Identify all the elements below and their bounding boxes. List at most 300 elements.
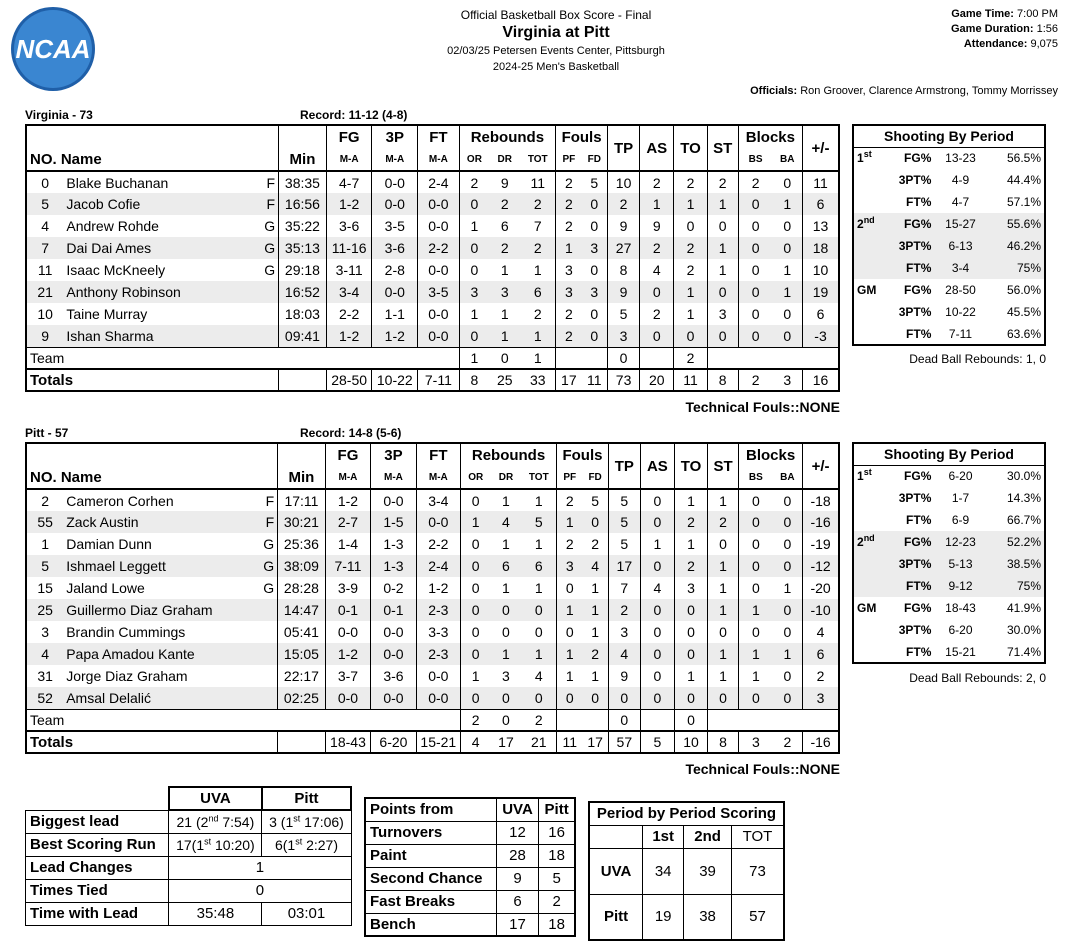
stat-or: 0 (460, 489, 490, 511)
stat-st: 0 (708, 621, 739, 643)
player-position (260, 599, 278, 621)
stat-fg: 3-11 (326, 259, 372, 281)
shooting-made-attempted: 15-27 (934, 213, 986, 235)
stat-st: 1 (708, 577, 739, 599)
shooting-pct: 14.3% (1006, 491, 1041, 505)
stat-tot: 1 (520, 325, 555, 347)
stat-to: 3 (674, 577, 707, 599)
stat-tot: 1 (534, 536, 543, 552)
total-pm: 16 (803, 369, 839, 391)
stat-bs: 1 (739, 665, 773, 687)
player-position (260, 665, 278, 687)
col-rebounds: Rebounds (460, 443, 556, 467)
shooting-title: Shooting By Period (853, 443, 1045, 465)
shooting-period (853, 553, 879, 575)
total-fd: 11 (582, 369, 608, 391)
team-row (26, 709, 839, 731)
shooting-row (853, 257, 1045, 279)
ncaa-logo (8, 6, 98, 92)
stat-pm: 18 (803, 237, 839, 259)
stat-bs: 0 (739, 621, 773, 643)
player-name: Jacob Cofie (63, 193, 260, 215)
shooting-made-attempted: 10-22 (945, 305, 976, 319)
stat-p3: 3-6 (372, 237, 418, 259)
player-number: 0 (41, 174, 50, 191)
col-no-name: NO. Name (30, 469, 102, 486)
stat-to: 1 (674, 193, 707, 215)
box-score-table (25, 124, 840, 392)
col-as: AS (640, 443, 674, 489)
stat-fd: 1 (591, 580, 600, 596)
stat-fg: 3-4 (326, 281, 372, 303)
shooting-stat: FG% (904, 601, 932, 615)
total-as: 5 (640, 731, 674, 753)
total-bs: 2 (738, 369, 772, 391)
stat-bs: 0 (738, 237, 772, 259)
stat-st: 1 (708, 555, 739, 577)
player-minutes: 35:13 (279, 237, 327, 259)
period-p1: 19 (643, 894, 684, 940)
stat-to: 0 (674, 325, 707, 347)
total-or: 8 (459, 369, 489, 391)
col-fg-ma: M-A (325, 467, 370, 489)
stat-tot: 1 (534, 492, 543, 509)
stat-dr: 0 (502, 624, 510, 640)
stat-or: 0 (459, 193, 489, 215)
stat-or: 1 (459, 303, 489, 325)
stat-ba: 0 (783, 306, 792, 322)
shooting-period (853, 619, 879, 641)
stat-as: 2 (640, 237, 674, 259)
shooting-stat: 3PT% (898, 173, 932, 187)
stat-as: 2 (640, 171, 674, 193)
stat-tot: 11 (530, 174, 545, 191)
col-ba: BA (780, 154, 795, 165)
team-to: 2 (674, 347, 707, 369)
team-record: Record: 11-12 (4-8) (300, 108, 408, 122)
shooting-stat: 3PT% (898, 623, 932, 637)
stat-or: 1 (460, 665, 490, 687)
team-tp: 0 (608, 347, 640, 369)
technical-fouls-label: Technical Fouls: (685, 761, 795, 777)
stat-tp: 5 (608, 533, 640, 555)
col-min: Min (279, 149, 327, 171)
stat-to: 1 (674, 665, 707, 687)
stat-or: 2 (459, 171, 489, 193)
stat-fd: 5 (590, 174, 599, 191)
points-from-table (364, 797, 576, 937)
col-ft-ma: M-A (418, 149, 460, 171)
stat-tot: 1 (533, 262, 542, 278)
stat-p3: 2-8 (372, 259, 418, 281)
points-from-pitt: 18 (539, 913, 575, 936)
player-number: 3 (41, 624, 49, 640)
shooting-stat: FG% (904, 283, 932, 297)
stat-bs: 0 (738, 193, 772, 215)
points-from-uva: 28 (496, 844, 539, 867)
player-minutes: 22:17 (278, 665, 326, 687)
stat-to: 1 (674, 533, 707, 555)
shooting-period (853, 257, 879, 279)
player-row (26, 643, 839, 665)
shooting-made-attempted: 18-43 (945, 601, 976, 615)
player-position: G (261, 237, 279, 259)
stat-fd: 0 (582, 511, 608, 533)
stat-pf: 2 (557, 533, 583, 555)
stat-tot: 4 (534, 668, 543, 684)
col-bs: BS (739, 467, 773, 489)
technical-fouls (25, 399, 840, 415)
stat-ba: 0 (783, 492, 792, 509)
stat-fg: 7-11 (325, 555, 370, 577)
total-to: 10 (674, 731, 707, 753)
player-row (26, 215, 839, 237)
stat-st: 1 (707, 259, 738, 281)
player-row (26, 489, 839, 511)
col-3p: 3P (371, 443, 416, 467)
total-pm: -16 (803, 731, 839, 753)
team-to: 0 (674, 709, 707, 731)
stat-ft: 1-2 (416, 577, 460, 599)
totals-label: Totals (26, 369, 279, 391)
shooting-row (853, 169, 1045, 191)
col-to: TO (674, 125, 707, 171)
points-from-row (365, 913, 575, 936)
stat-tp: 17 (608, 555, 640, 577)
stat-p3: 1-5 (371, 511, 416, 533)
stat-fd: 0 (590, 306, 599, 322)
stat-pm: 4 (803, 621, 839, 643)
stat-st: 0 (707, 325, 738, 347)
attendance: 9,075 (1030, 38, 1058, 50)
stat-tot: 5 (521, 511, 556, 533)
stat-st: 1 (707, 237, 738, 259)
stat-p3: 1-3 (371, 555, 416, 577)
shooting-made-attempted: 9-12 (934, 575, 986, 597)
stat-to: 2 (674, 555, 707, 577)
shooting-made-attempted: 6-13 (934, 235, 986, 257)
stat-ba: 1 (773, 643, 803, 665)
points-from-pitt: 18 (539, 844, 575, 867)
stat-dr: 3 (502, 668, 510, 684)
team-label: Team (26, 709, 278, 731)
col-fg: FG (326, 125, 372, 149)
player-minutes: 38:35 (279, 171, 327, 193)
shooting-row (853, 597, 1045, 619)
shooting-stat: FT% (906, 513, 932, 527)
stat-pf: 1 (556, 237, 582, 259)
player-name: Damian Dunn (66, 536, 152, 552)
stat-as: 0 (640, 511, 674, 533)
points-from-label: Fast Breaks (365, 890, 496, 913)
shooting-row (853, 279, 1045, 301)
shooting-stat: FG% (904, 151, 932, 166)
stat-dr: 3 (489, 281, 520, 303)
shooting-by-period-table (852, 442, 1046, 664)
shooting-by-period-table (852, 124, 1046, 346)
player-row (26, 259, 839, 281)
shooting-pct: 45.5% (1006, 305, 1041, 319)
player-minutes: 09:41 (279, 325, 327, 347)
total-fd: 17 (582, 731, 608, 753)
shooting-period: GM (857, 283, 877, 297)
stat-bs: 0 (739, 555, 773, 577)
period-tot: 57 (731, 894, 784, 940)
shooting-stat: 3PT% (879, 553, 934, 575)
shooting-period (853, 169, 879, 191)
stat-fg: 2-2 (326, 303, 372, 325)
stat-ba: 0 (773, 599, 803, 621)
stat-bs: 1 (739, 643, 773, 665)
stat-bs: 0 (738, 325, 772, 347)
stat-p3: 3-5 (372, 215, 418, 237)
player-row (26, 687, 839, 709)
stat-st: 1 (708, 643, 739, 665)
stat-tp: 9 (608, 215, 640, 237)
stat-ba: 0 (773, 511, 803, 533)
points-from-row (365, 821, 575, 844)
summary-row-times-tied: Times Tied 0 (26, 879, 352, 902)
dead-ball-rebounds: Dead Ball Rebounds: 1, 0 (909, 352, 1046, 366)
stat-bs: 2 (738, 171, 772, 193)
stat-pm: -16 (803, 511, 839, 533)
total-tp: 57 (608, 731, 640, 753)
team-row (26, 347, 839, 369)
player-position: G (260, 555, 278, 577)
stat-fd: 2 (582, 643, 608, 665)
shooting-stat: FG% (904, 469, 932, 484)
total-fg: 28-50 (326, 369, 372, 391)
stat-to: 0 (674, 621, 707, 643)
stat-ba: 0 (783, 536, 792, 552)
stat-st: 2 (707, 171, 738, 193)
stat-as: 2 (640, 303, 674, 325)
total-bs: 3 (739, 731, 773, 753)
total-p3: 6-20 (371, 731, 416, 753)
stat-fd: 0 (582, 687, 608, 709)
totals-row (26, 731, 839, 753)
stat-tp: 4 (608, 643, 640, 665)
stat-ba: 1 (783, 580, 792, 596)
shooting-period: 1st (857, 467, 872, 484)
stat-ft: 2-4 (416, 555, 460, 577)
stat-fd: 2 (591, 536, 600, 552)
shooting-stat: FG% (879, 531, 934, 553)
stat-dr: 2 (489, 193, 520, 215)
technical-fouls-value: :NONE (794, 399, 840, 415)
stat-or: 0 (460, 533, 490, 555)
player-number: 4 (41, 218, 50, 234)
stat-pf: 3 (556, 281, 582, 303)
player-name: Ishan Sharma (63, 325, 260, 347)
points-from-pitt: 5 (539, 867, 575, 890)
stat-or: 0 (460, 687, 490, 709)
shooting-made-attempted: 6-9 (951, 513, 970, 527)
stat-st: 1 (708, 665, 739, 687)
stat-bs: 0 (738, 303, 772, 325)
season: 2024-25 Men's Basketball (492, 61, 620, 73)
shooting-stat: FT% (906, 195, 932, 209)
stat-fg: 0-1 (325, 599, 370, 621)
stat-as: 0 (640, 665, 674, 687)
stat-ft: 3-4 (416, 489, 460, 511)
col-fouls: Fouls (557, 443, 609, 467)
total-tot: 21 (521, 731, 556, 753)
total-to: 11 (674, 369, 707, 391)
col-fg: FG (325, 443, 370, 467)
shooting-made-attempted: 13-23 (945, 151, 976, 166)
points-from-title: Points from (365, 798, 496, 821)
stat-tp: 2 (608, 599, 640, 621)
stat-pf: 1 (557, 511, 583, 533)
player-name: Amsal Delalić (63, 687, 259, 709)
player-position (260, 643, 278, 665)
svg-text:NCAA: NCAA (15, 34, 91, 64)
player-number: 10 (37, 306, 53, 322)
player-name: Brandin Cummings (66, 624, 186, 640)
shooting-row (853, 531, 1045, 553)
shooting-row (853, 619, 1045, 641)
stat-dr: 4 (490, 511, 521, 533)
stat-tot: 0 (521, 687, 556, 709)
shooting-made-attempted: 6-20 (948, 623, 973, 637)
player-row (26, 281, 839, 303)
duration-label: Game Duration: (951, 23, 1034, 35)
shooting-stat: FG% (879, 213, 934, 235)
player-minutes: 28:28 (278, 577, 326, 599)
summary-row-biggest-lead: Biggest lead 21 (2nd 7:54) 3 (1st 17:06) (26, 810, 352, 833)
stat-pf: 0 (557, 621, 583, 643)
player-minutes: 38:09 (278, 555, 326, 577)
player-name: Dai Dai Ames (63, 237, 260, 259)
stat-or: 0 (459, 237, 489, 259)
stat-st: 0 (707, 215, 738, 237)
shooting-period (853, 575, 879, 597)
col-dr: DR (497, 154, 512, 165)
player-name: Cameron Corhen (66, 492, 174, 509)
team-title: Pitt - 57 (25, 426, 69, 440)
period-p1: 34 (643, 848, 684, 894)
summary-pitt-header: Pitt (262, 787, 351, 810)
stat-p3: 0-2 (371, 577, 416, 599)
stat-as: 0 (640, 281, 674, 303)
shooting-made-attempted: 5-13 (934, 553, 986, 575)
summary-uva-header: UVA (169, 787, 262, 810)
player-position (261, 281, 279, 303)
player-number: 5 (26, 555, 63, 577)
col-ft-ma: M-A (416, 467, 460, 489)
stat-to: 2 (674, 237, 707, 259)
col-reb-tot: TOT (528, 472, 549, 483)
stat-or: 0 (460, 643, 490, 665)
stat-tp: 9 (608, 665, 640, 687)
shooting-stat: FT% (879, 257, 934, 279)
stat-fd: 3 (582, 237, 608, 259)
shooting-period: 2nd (853, 213, 879, 235)
player-row (26, 193, 839, 215)
shooting-pct: 44.4% (1006, 173, 1041, 187)
stat-dr: 1 (489, 325, 520, 347)
stat-dr: 1 (502, 492, 510, 509)
player-minutes: 17:11 (278, 489, 326, 511)
player-name: Zack Austin (63, 511, 259, 533)
points-from-label: Bench (365, 913, 496, 936)
shooting-made-attempted: 15-21 (945, 644, 976, 659)
stat-tot: 7 (533, 218, 542, 234)
stat-ft: 0-0 (416, 687, 460, 709)
stat-as: 0 (640, 325, 674, 347)
technical-fouls (25, 761, 840, 777)
stat-st: 1 (707, 193, 738, 215)
total-st: 8 (708, 731, 739, 753)
stat-p3: 1-2 (372, 325, 418, 347)
player-number: 55 (26, 511, 63, 533)
shooting-pct: 66.7% (1006, 513, 1041, 527)
shooting-made-attempted: 3-4 (934, 257, 986, 279)
col-st: ST (707, 125, 738, 171)
stat-ft: 0-0 (416, 511, 460, 533)
stat-tp: 0 (608, 687, 640, 709)
player-name: Andrew Rohde (66, 218, 159, 234)
stat-tot: 2 (520, 193, 555, 215)
stat-as: 0 (640, 489, 674, 511)
stat-pf: 2 (556, 325, 582, 347)
player-minutes: 16:52 (279, 281, 327, 303)
player-row (26, 599, 839, 621)
stat-ft: 2-3 (416, 643, 460, 665)
period-p2: 39 (684, 848, 732, 894)
player-minutes: 30:21 (278, 511, 326, 533)
total-ft: 15-21 (416, 731, 460, 753)
stat-to: 1 (674, 489, 707, 511)
matchup-title: Virginia at Pitt (502, 24, 610, 41)
player-number: 21 (26, 281, 63, 303)
col-3p-ma: M-A (371, 467, 416, 489)
total-tp: 73 (608, 369, 640, 391)
player-row (26, 533, 839, 555)
stat-st: 1 (708, 489, 739, 511)
shooting-pct: 41.9% (1006, 601, 1041, 615)
stat-pf: 2 (557, 489, 583, 511)
shooting-row (853, 213, 1045, 235)
player-position: F (261, 193, 279, 215)
stat-st: 0 (708, 687, 739, 709)
player-minutes: 02:25 (278, 687, 326, 709)
player-minutes: 18:03 (279, 303, 327, 325)
stat-fg: 1-2 (325, 489, 370, 511)
stat-tot: 1 (534, 580, 543, 596)
col-fouls: Fouls (556, 125, 608, 149)
shooting-pct: 46.2% (987, 235, 1045, 257)
player-number: 4 (26, 643, 63, 665)
stat-as: 4 (640, 259, 674, 281)
col-tp: TP (608, 125, 640, 171)
stat-tp: 8 (608, 259, 640, 281)
period-team: Pitt (589, 894, 643, 940)
stat-ba: 0 (783, 218, 792, 234)
date-venue: 02/03/25 Petersen Events Center, Pittsburgh (447, 45, 665, 57)
stat-pf: 2 (556, 193, 582, 215)
player-position: F (266, 174, 276, 191)
team-dr: 0 (490, 709, 521, 731)
col-ft: FT (416, 443, 460, 467)
col-or: OR (459, 149, 489, 171)
shooting-stat: FT% (879, 575, 934, 597)
shooting-period: 1st (857, 149, 872, 166)
player-minutes: 14:47 (278, 599, 326, 621)
stat-p3: 0-0 (372, 193, 418, 215)
player-position (261, 303, 279, 325)
